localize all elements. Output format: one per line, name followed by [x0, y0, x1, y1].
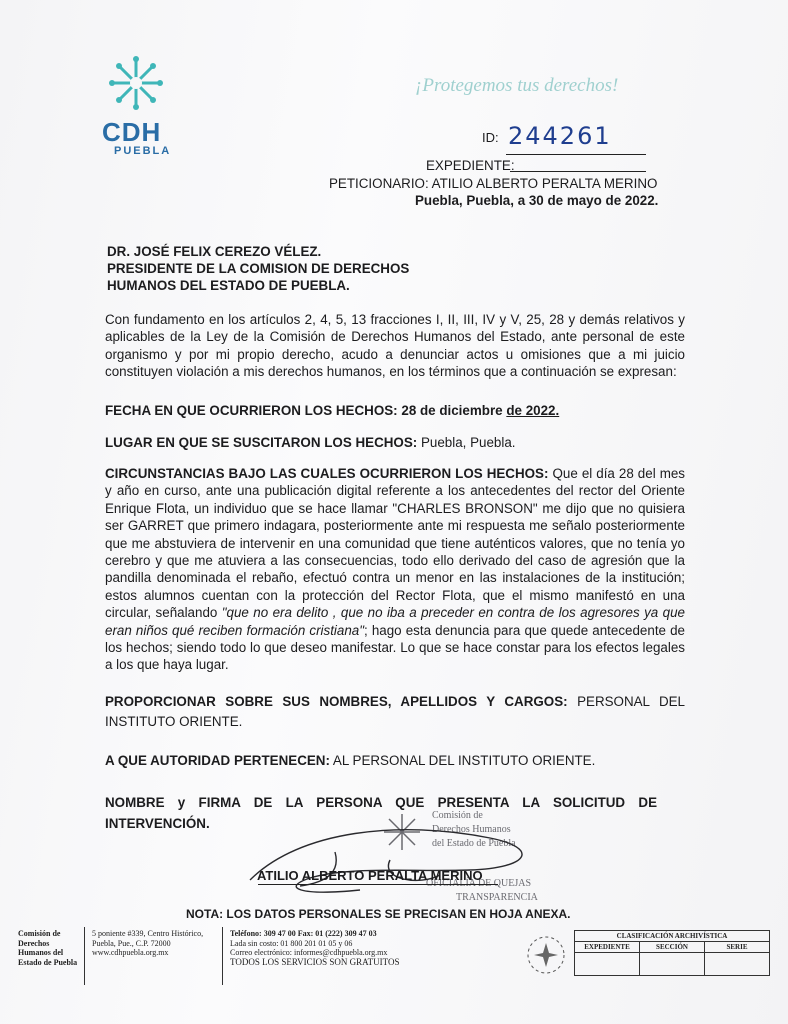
- footer-email: Correo electrónico: informes@cdhpuebla.org.mx: [230, 948, 388, 957]
- stamp-line-1: Comisión de: [432, 810, 483, 821]
- col-serie: SERIE: [726, 943, 748, 951]
- fecha-value: 28 de diciembre: [401, 403, 503, 418]
- peticionario-line: PETICIONARIO: ATILIO ALBERTO PERALTA MERINO: [329, 176, 658, 191]
- circunstancias-section: [105, 465, 685, 674]
- autoridad-section: [105, 752, 685, 770]
- footer-phone: Teléfono: 309 47 00 Fax: 01 (222) 309 47 03: [230, 929, 377, 938]
- lugar-section: [105, 434, 685, 452]
- fecha-label: FECHA EN QUE OCURRIERON LOS HECHOS:: [105, 403, 398, 418]
- circunstancias-text-end: ; hago esta denuncia para que quede antecedente de los hechos; siendo todo lo que deseo manifestar. Lo que se hace constar para los efectos legales a los que haya lugar.: [105, 622, 685, 673]
- lugar-label: LUGAR EN QUE SE SUSCITARON LOS HECHOS:: [105, 435, 418, 450]
- stamp-line-5: TRANSPARENCIA: [456, 892, 538, 903]
- logo-text: CDH: [102, 117, 162, 147]
- id-field: [482, 122, 612, 150]
- lugar-value: Puebla, Puebla.: [420, 435, 516, 450]
- footer-emblem-icon: [524, 933, 568, 977]
- autoridad-value: AL PERSONAL DEL INSTITUTO ORIENTE.: [332, 753, 596, 768]
- expediente-label: EXPEDIENTE:: [426, 158, 515, 173]
- footer-org: [18, 929, 77, 967]
- firma-label: NOMBRE y FIRMA DE LA PERSONA QUE PRESENTA LA SOLICITUD DE INTERVENCIÓN.: [105, 795, 657, 831]
- autoridad-label: A QUE AUTORIDAD PERTENECEN:: [105, 753, 330, 768]
- classification-title-row: [575, 931, 769, 942]
- circunstancias-label: CIRCUNSTANCIAS BAJO LAS CUALES OCURRIERON LOS HECHOS:: [105, 466, 549, 481]
- slogan: ¡Protegemos tus derechos!: [415, 75, 619, 96]
- id-label: ID:: [482, 130, 499, 145]
- cell-expediente: [575, 953, 640, 975]
- stamp-line-2: Derechos Humanos: [432, 824, 511, 835]
- footer-lada: Lada sin costo: 01 800 201 01 05 y 06: [230, 938, 353, 948]
- fecha-year: de 2022.: [506, 403, 560, 418]
- page-footer: [0, 925, 788, 995]
- footer-address: [92, 929, 203, 958]
- proporcionar-section: [105, 692, 685, 732]
- classification-table: [574, 930, 770, 976]
- signer-underline: [258, 884, 498, 885]
- col-expediente: EXPEDIENTE: [575, 942, 640, 952]
- fecha-section: [105, 402, 685, 420]
- snowflake-logo-icon: [108, 55, 164, 111]
- footer-services: TODOS LOS SERVICIOS SON GRATUITOS: [230, 956, 400, 967]
- classification-header-row: [575, 942, 769, 953]
- circunstancias-text: Que el día 28 del mes y año en curso, ante una publicación digital referente a los antecedentes del rector del Oriente Enrique Flota, un individuo que se hace llamar "CHARLES BRONSON" me dijo que no quisiera ser GARRET que primero indagara, posteriormente ante mi respuesta me señalo posteriormente que me abstuviera de intervenir en una comunidad que tiene auténticos valores, que no tenía yo cerebro y que me atuviera a las consecuencias, todo ello derivado del caso de agresión que la pandilla denominada el rebaño, efectuó contra un menor en las instalaciones de la institución; estos alumnos cuentan con la protección del Rector Flota, que el mismo manifestó en una circular, señalando: [105, 466, 685, 621]
- nota: NOTA: LOS DATOS PERSONALES SE PRECISAN EN HOJA ANEXA.: [186, 907, 571, 921]
- cell-seccion: [640, 953, 705, 975]
- footer-divider: [222, 927, 223, 985]
- footer-address-line: Puebla, Pue., C.P. 72000: [92, 938, 171, 948]
- id-handwritten-value: 244261: [508, 122, 612, 150]
- proporcionar-value: PERSONAL DEL INSTITUTO ORIENTE.: [105, 694, 685, 729]
- footer-org-line: Estado de Puebla: [18, 957, 78, 967]
- footer-address-line: 5 poniente #339, Centro Histórico,: [92, 929, 204, 938]
- footer-divider: [84, 927, 85, 985]
- footer-org-line: Humanos del: [18, 948, 64, 957]
- handwritten-signature: [240, 820, 570, 900]
- footer-org-line: Comisión de: [18, 929, 61, 938]
- signer-name: ATILIO ALBERTO PERALTA MERINO: [257, 868, 483, 883]
- proporcionar-label: PROPORCIONAR SOBRE SUS NOMBRES, APELLIDOS Y CARGOS:: [105, 694, 568, 709]
- classification-empty-row: [575, 953, 769, 975]
- id-underline: [506, 154, 646, 155]
- addressee-name: DR. JOSÉ FELIX CEREZO VÉLEZ.: [107, 244, 322, 259]
- circunstancias-quote: "que no era delito , que no iba a preceder en contra de los agresores ya que eran niños qué reciben formación cristiana": [105, 605, 685, 638]
- footer-contact: [230, 929, 399, 967]
- footer-org-line: Derechos: [18, 938, 50, 948]
- intro-paragraph: Con fundamento en los artículos 2, 4, 5, 13 fracciones I, II, III, IV y V, 25, 28 y demás relativos y aplicables de la Ley de la Comisión de Derechos Humanos del Estado, ante personal de este organismo y por mi propio derecho, acudo a denunciar actos u omisiones que a mi juicio constituyen violación a mis derechos humanos, en los términos que a continuación se expresan:: [105, 312, 685, 380]
- date-line: Puebla, Puebla, a 30 de mayo de 2022.: [415, 193, 659, 208]
- addressee-title-2: HUMANOS DEL ESTADO DE PUEBLA.: [107, 278, 350, 293]
- addressee-title-1: PRESIDENTE DE LA COMISION DE DERECHOS: [107, 261, 410, 276]
- classification-title: CLASIFICACIÓN ARCHIVÍSTICA: [616, 932, 728, 940]
- stamp-line-4: OFICIALÍA DE QUEJAS: [426, 878, 531, 889]
- expediente-underline: [510, 171, 646, 172]
- cell-serie: [705, 953, 769, 975]
- col-seccion: SECCIÓN: [640, 942, 705, 952]
- logo-subtext: PUEBLA: [114, 145, 172, 157]
- stamp-line-3: del Estado de Puebla: [432, 838, 516, 849]
- footer-website: www.cdhpuebla.org.mx: [92, 948, 169, 957]
